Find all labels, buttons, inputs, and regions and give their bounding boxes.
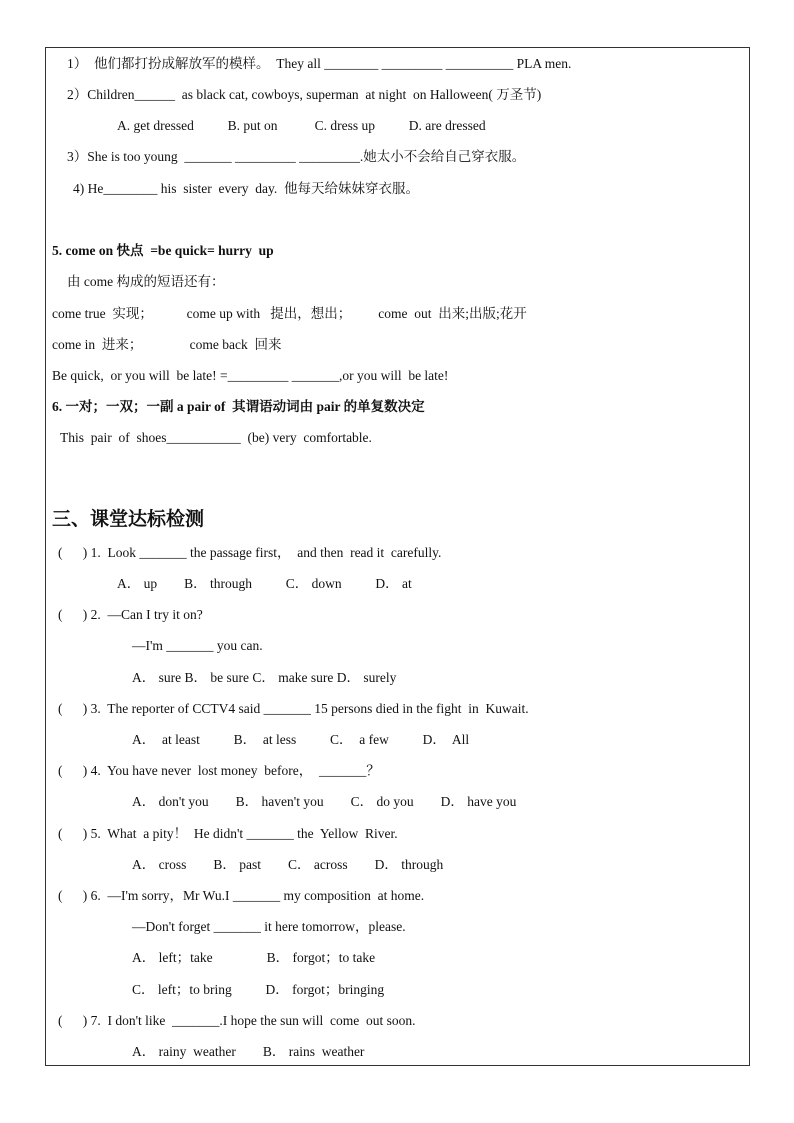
item-1: 1） 他们都打扮成解放军的模样。 They all ________ _________ __________ PLA men.	[67, 56, 572, 71]
question-4: ( ) 4. You have never lost money before， _______？	[58, 763, 380, 778]
point-5-phrases-row-1: come true 实现； come up with 提出，想出； come out 出来;出版;花开	[52, 306, 527, 321]
point-5-title: 5. come on 快点 =be quick= hurry up	[52, 243, 274, 258]
question-3-options: A． at least B． at less C． a few D． All	[132, 732, 470, 747]
question-5: ( ) 5. What a pity！ He didn't _______ the Yellow River.	[58, 826, 398, 841]
question-6-options-ab: A． left；take B． forgot；to take	[132, 950, 376, 965]
question-1: ( ) 1. Look _______ the passage first， and then read it carefully.	[58, 545, 442, 560]
question-6: ( ) 6. —I'm sorry，Mr Wu.I _______ my composition at home.	[58, 888, 425, 903]
item-2: 2）Children______ as black cat, cowboys, superman at night on Halloween( 万圣节)	[67, 87, 542, 102]
question-6-options-cd: C． left；to bring D． forgot；bringing	[132, 982, 385, 997]
question-1-options: A． up B． through C． down D． at	[117, 576, 412, 591]
point-5-intro: 由 come 构成的短语还有：	[67, 274, 225, 289]
question-2: ( ) 2. —Can I try it on?	[58, 607, 203, 622]
question-2-reply: —I'm _______ you can.	[132, 638, 263, 653]
question-2-options: A． sure B． be sure C． make sure D． surely	[132, 670, 397, 685]
point-5-exercise: Be quick, or you will be late! =_________ _______,or you will be late!	[52, 368, 449, 383]
question-7-options: A． rainy weather B． rains weather	[132, 1044, 365, 1059]
question-3: ( ) 3. The reporter of CCTV4 said _______ 15 persons died in the fight in Kuwait.	[58, 701, 529, 716]
item-3: 3）She is too young _______ _________ _________.她太小不会给自己穿衣服。	[67, 149, 526, 164]
point-6-title: 6. 一对；一双；一副 a pair of 其谓语动词由 pair 的单复数决定	[52, 399, 425, 414]
item-2-options: A. get dressed B. put on C. dress up D. are dressed	[117, 118, 486, 133]
question-4-options: A． don't you B． haven't you C． do you D． have you	[132, 794, 517, 809]
question-7: ( ) 7. I don't like _______.I hope the sun will come out soon.	[58, 1013, 416, 1028]
question-5-options: A． cross B． past C． across D． through	[132, 857, 444, 872]
question-6-reply: —Don't forget _______ it here tomorrow，please.	[132, 919, 406, 934]
section-3-heading: 三、课堂达标检测	[52, 508, 205, 530]
point-6-exercise: This pair of shoes___________ (be) very comfortable.	[60, 430, 372, 445]
point-5-phrases-row-2: come in 进来； come back 回来	[52, 337, 282, 352]
item-4: 4) He________ his sister every day. 他每天给妹妹穿衣服。	[73, 181, 419, 196]
